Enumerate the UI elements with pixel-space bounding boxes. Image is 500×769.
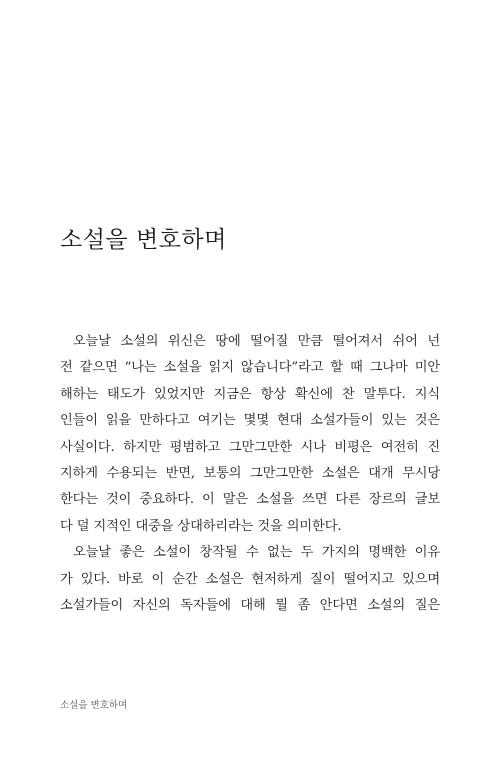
paragraph-1-line: 사실이다. 하지만 평범하고 그만그만한 시나 비평은 여전히 진 [60,439,440,455]
paragraph-2-line: 소설가들이 자신의 독자들에 대해 뭘 좀 안다면 소설의 질은 [60,597,440,613]
running-footer: 소설을 변호하며 [60,700,128,711]
paragraph-2-line: 가 있다. 바로 이 순간 소설은 현저하게 질이 떨어지고 있으며 [60,571,440,587]
paragraph-2-line: 오늘날 좋은 소설이 창작될 수 없는 두 가지의 명백한 이유 [73,545,440,561]
paragraph-1-line: 지하게 수용되는 반면, 보통의 그만그만한 소설은 대개 무시당 [60,465,440,481]
chapter-title: 소설을 변호하며 [60,227,227,253]
paragraph-1-line: 해하는 태도가 있었지만 지금은 항상 확신에 찬 말투다. 지식 [60,386,440,402]
paragraph-1-line: 오늘날 소설의 위신은 땅에 떨어질 만큼 떨어져서 쉬어 넌 [73,334,440,349]
paragraph-1-line: 인들이 읽을 만하다고 여기는 몇몇 현대 소설가들이 있는 것은 [60,413,440,429]
body-text [60,329,440,619]
paragraph-1-line: 다 덜 지적인 대중을 상대하리라는 것을 의미한다. [60,518,342,534]
paragraph-1-line: 전 같으면 “나는 소설을 읽지 않습니다”라고 할 때 그나마 미안 [60,360,440,376]
paragraph-1-line: 한다는 것이 중요하다. 이 말은 소설을 쓰면 다른 장르의 글보 [60,492,440,508]
